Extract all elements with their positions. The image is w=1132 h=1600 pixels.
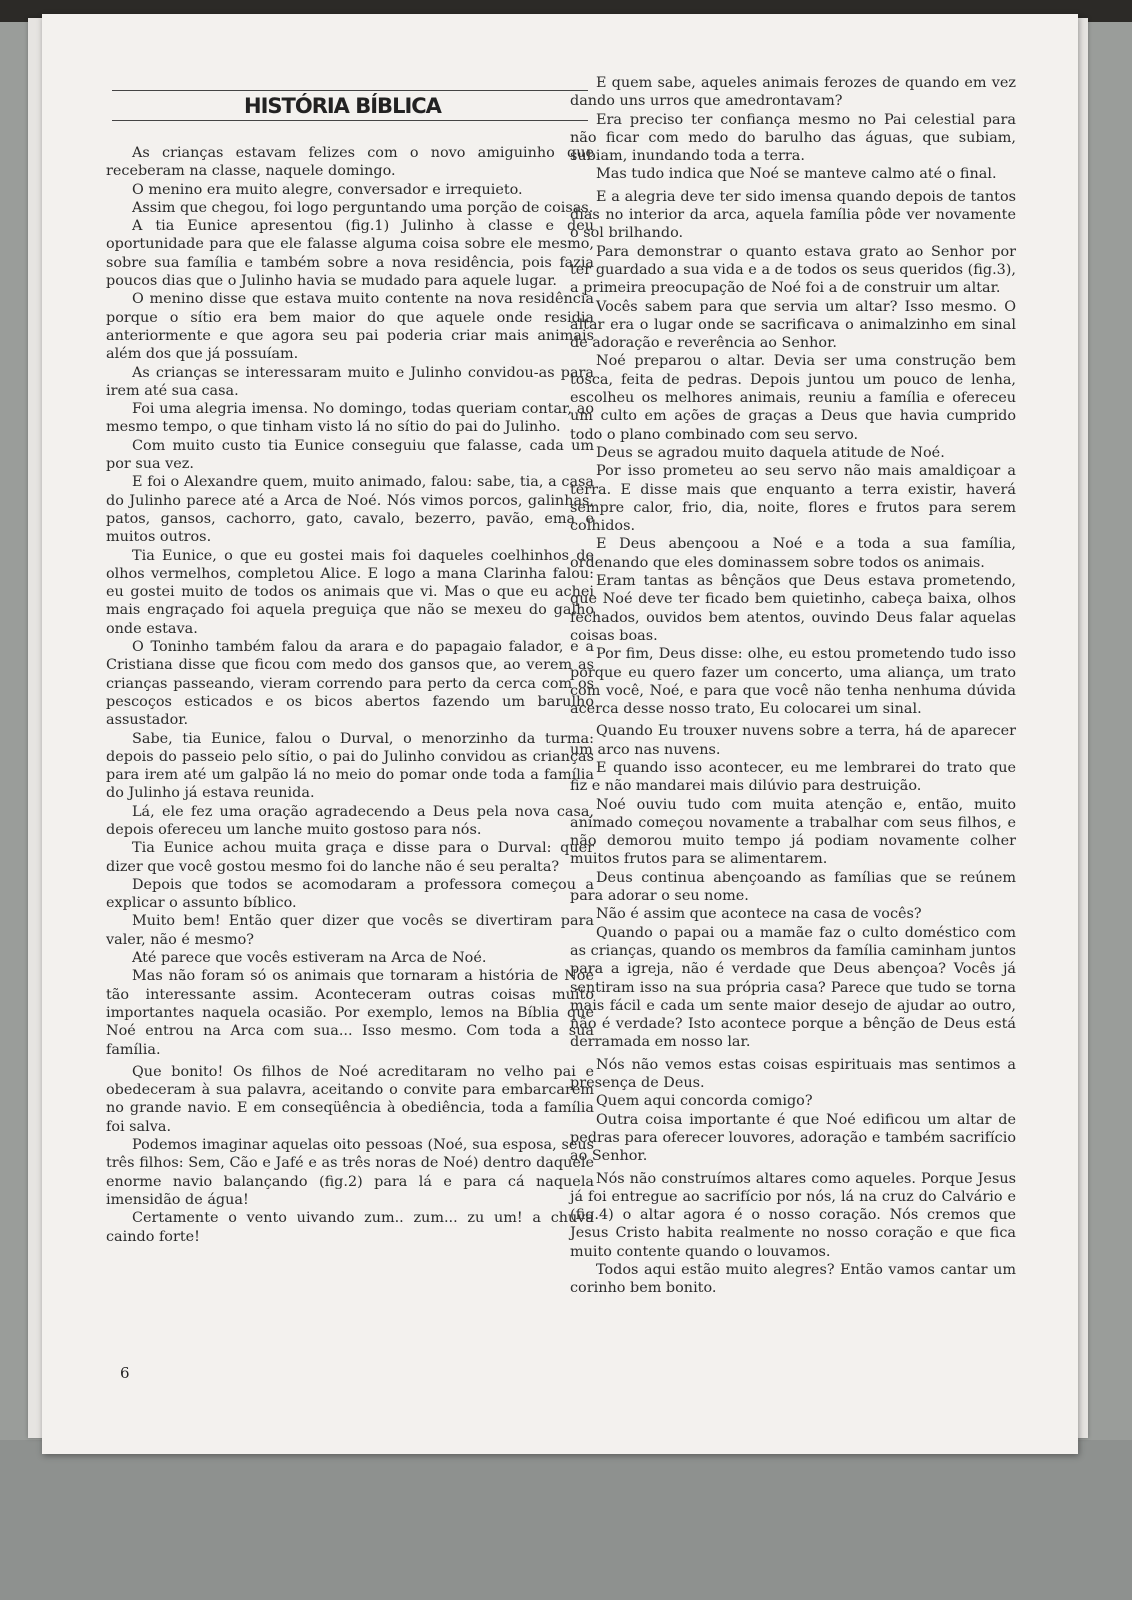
paragraph: Muito bem! Então quer dizer que vocês se divertiram para valer, não é mesmo? (106, 913, 594, 948)
paragraph: Tia Eunice, o que eu gostei mais foi daqueles coelhinhos de olhos vermelhos, completou Alice. E logo a mana Clarinha falou: eu gostei muito de todos os animais que vi. Mas o que eu achei mais engraçado foi aquela preguiça que não se mexeu do galho onde estava. (106, 547, 594, 637)
background-bottom (0, 1440, 1132, 1600)
paragraph: O menino era muito alegre, conversador e irrequieto. (132, 181, 523, 198)
paragraph: Com muito custo tia Eunice conseguiu que falasse, cada um por sua vez. (106, 437, 594, 473)
section-title: HISTÓRIA BÍBLICA (240, 94, 445, 118)
paragraph: Até parece que vocês estiveram na Arca de Noé. (132, 950, 487, 967)
paragraph: O Toninho também falou da arara e do papagaio falador, e a Cristiana disse que ficou com medo dos gansos que, ao verem as crianças passeando, vieram correndo para perto da cerca com os pescoços esticados e os bicos abertos fazendo um barulho assustador. (106, 639, 594, 729)
paragraph: As crianças se interessaram muito e Julinho convidou-as para irem até sua casa. (106, 364, 594, 399)
paragraph: Mas tudo indica que Noé se manteve calmo até o final. (596, 166, 997, 183)
paragraph: Lá, ele fez uma oração agradecendo a Deus pela nova casa, depois ofereceu um lanche muito gostoso para nós. (106, 803, 594, 838)
paragraph: A tia Eunice apresentou (fig.1) Julinho à classe e deu oportunidade para que ele falasse alguma coisa sobre ele mesmo, sobre sua família e também sobre a nova residência, pois fazia poucos dias que o Julinho havia se mudado para aquele lugar. (106, 218, 594, 290)
page-number: 6 (120, 1364, 130, 1382)
paragraph: Por fim, Deus disse: olhe, eu estou prometendo tudo isso porque eu quero fazer um concerto, uma aliança, um trato com você, Noé, e para que você não tenha nenhuma dúvida acerca desse nosso trato, Eu colocarei um sinal. (570, 646, 1016, 718)
section-header (112, 76, 588, 122)
paragraph: E quem sabe, aqueles animais ferozes de quando em vez dando uns urros que amedrontavam? (570, 75, 1016, 110)
magazine-page (42, 14, 1078, 1454)
paragraph: Sabe, tia Eunice, falou o Durval, o menorzinho da turma: depois do passeio pelo sítio, o pai do Julinho convidou as crianças para irem até um galpão lá no meio do pomar onde toda a família do Julinho já estava reunida. (106, 730, 594, 802)
paragraph: Vocês sabem para que servia um altar? Isso mesmo. O altar era o lugar onde se sacrificava o animalzinho em sinal de adoração e reverência ao Senhor. (570, 298, 1016, 352)
paragraph: Noé preparou o altar. Devia ser uma construção bem tosca, feita de pedras. Depois juntou um pouco de lenha, escolheu os melhores animais, reuniu a família e ofereceu um culto em ações de graças a Deus que havia cumprido todo o plano combinado com seu servo. (570, 353, 1016, 443)
right-column (570, 74, 1016, 1298)
paragraph: Quando o papai ou a mamãe faz o culto doméstico com as crianças, quando os membros da família caminham juntos para a igreja, não é verdade que Deus abençoa? Vocês já sentiram isso na sua própria casa? Parece que tudo se torna mais fácil e cada um sente maior desejo de ajudar ao outro, não é verdade? Isto acontece porque a bênção de Deus está derramada em nosso lar. (570, 924, 1016, 1051)
paragraph: E foi o Alexandre quem, muito animado, falou: sabe, tia, a casa do Julinho parece até a Arca de Noé. Nós vimos porcos, galinhas, patos, gansos, cachorro, gato, cavalo, bezerro, pavão, ema e muitos outros. (106, 474, 594, 546)
paragraph: Todos aqui estão muito alegres? Então vamos cantar um corinho bem bonito. (570, 1262, 1016, 1297)
paragraph: Podemos imaginar aquelas oito pessoas (Noé, sua esposa, seus três filhos: Sem, Cão e Jafé e as três noras de Noé) dentro daquele enorme navio balançando (fig.2) para lá e para cá naquela imensidão de água! (106, 1137, 594, 1208)
paragraph: E Deus abençoou a Noé e a toda a sua família, ordenando que eles dominassem sobre todos os animais. (570, 536, 1016, 571)
paragraph: Não é assim que acontece na casa de vocês? (596, 906, 922, 923)
paragraph: Nós não vemos estas coisas espirituais mas sentimos a presença de Deus. (570, 1056, 1016, 1092)
paragraph: Tia Eunice achou muita graça e disse para o Durval: quer dizer que você gostou mesmo foi do lanche não é seu peralta? (106, 840, 594, 875)
paragraph: E a alegria deve ter sido imensa quando depois de tantos dias no interior da arca, aquela família pôde ver novamente o sol brilhando. (570, 188, 1016, 242)
paragraph: Quem aqui concorda comigo? (596, 1093, 813, 1110)
paragraph: Quando Eu trouxer nuvens sobre a terra, há de aparecer um arco nas nuvens. (570, 723, 1016, 758)
header-rule-bottom (112, 120, 588, 121)
paragraph: Era preciso ter confiança mesmo no Pai celestial para não ficar com medo do barulho das águas, que subiam, subiam, inundando toda a terra. (570, 111, 1016, 165)
paragraph: Que bonito! Os filhos de Noé acreditaram no velho pai e obedeceram à sua palavra, aceitando o convite para embarcarem no grande navio. E em conseqüência à obediência, toda a família foi salva. (106, 1063, 594, 1135)
paragraph: Para demonstrar o quanto estava grato ao Senhor por ter guardado a sua vida e a de todos os seus queridos (fig.3), a primeira preocupação de Noé foi a de construir um altar. (570, 243, 1016, 297)
paragraph: Nós não construímos altares como aqueles. Porque Jesus já foi entregue ao sacrifício por nós, lá na cruz do Calvário e (fig.4) o altar agora é o nosso coração. Nós cremos que Jesus Cristo habita realmente no nosso coração e que fica muito contente quando o louvamos. (570, 1170, 1016, 1260)
paragraph: Mas não foram só os animais que tornaram a história de Noé tão interessante assim. Aconteceram outras coisas muito importantes naquela ocasião. Por exemplo, lemos na Bíblia que Noé entrou na Arca com sua... Isso mesmo. Com toda a sua família. (106, 968, 594, 1058)
paragraph: Assim que chegou, foi logo perguntando uma porção de coisas. (132, 199, 594, 216)
paragraph: Noé ouviu tudo com muita atenção e, então, muito animado começou novamente a trabalhar com seus filhos, e não demorou muito tempo já podiam novamente colher muitos frutos para se alimentarem. (570, 796, 1016, 868)
header-rule-top (112, 90, 588, 91)
paragraph: Foi uma alegria imensa. No domingo, todas queriam contar, ao mesmo tempo, o que tinham visto lá no sítio do pai do Julinho. (106, 401, 594, 436)
paragraph: O menino disse que estava muito contente na nova residência porque o sítio era bem maior do que aquele onde residia anteriormente e que agora seu pai poderia criar mais animais além dos que já possuíam. (106, 291, 594, 363)
paragraph: As crianças estavam felizes com o novo amiguinho que receberam na classe, naquele domingo. (106, 145, 594, 180)
paragraph: Deus continua abençoando as famílias que se reúnem para adorar o seu nome. (570, 869, 1016, 905)
paragraph: Outra coisa importante é que Noé edificou um altar de pedras para oferecer louvores, adoração e também sacrifício ao Senhor. (570, 1111, 1016, 1165)
paragraph: Certamente o vento uivando zum.. zum... zu um! a chuva caindo forte! (106, 1210, 594, 1245)
left-column (106, 144, 594, 1246)
paragraph: E quando isso acontecer, eu me lembrarei do trato que fiz e não mandarei mais dilúvio para destruição. (570, 759, 1016, 795)
paragraph: Eram tantas as bênçãos que Deus estava prometendo, que Noé deve ter ficado bem quietinho, cabeça baixa, olhos fechados, ouvidos bem atentos, ouvindo Deus falar aquelas coisas boas. (570, 573, 1016, 644)
paragraph: Por isso prometeu ao seu servo não mais amaldiçoar a terra. E disse mais que enquanto a terra existir, haverá sempre calor, frio, dia, noite, flores e frutos para serem colhidos. (570, 463, 1016, 535)
paragraph: Depois que todos se acomodaram a professora começou a explicar o assunto bíblico. (106, 876, 594, 912)
paragraph: Deus se agradou muito daquela atitude de Noé. (596, 444, 945, 461)
